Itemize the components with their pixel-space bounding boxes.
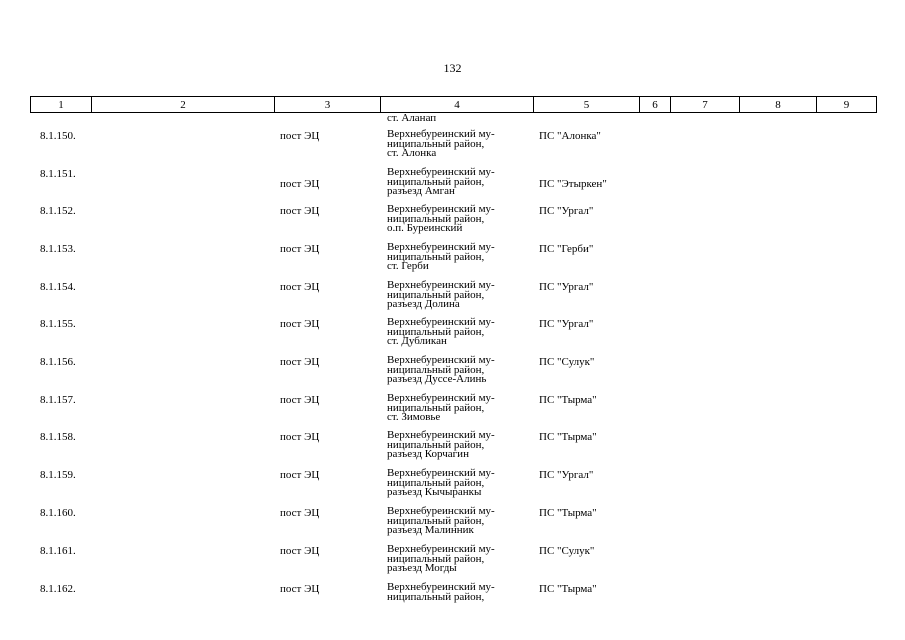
row-number: 8.1.158. [40,431,76,443]
location-line: Верхнебуреинский му- [387,203,495,215]
table-row [0,168,905,205]
location-line: Верхнебуреинский му- [387,543,495,555]
header-col-8: 8 [740,97,817,113]
row-number: 8.1.156. [40,356,76,368]
object-type: пост ЭЦ [280,583,320,595]
object-type: пост ЭЦ [280,431,320,443]
table-row [0,243,905,280]
substation: ПС "Ургал" [539,205,594,217]
substation: ПС "Герби" [539,243,594,255]
row-number: 8.1.151. [40,168,76,180]
location-line: Верхнебуреинский му- [387,392,495,404]
header-col-2: 2 [92,97,275,113]
location-line: ст. Зимовье [387,411,441,423]
location-line: о.п. Буреинский [387,222,463,234]
table-row [0,545,905,582]
object-type: пост ЭЦ [280,318,320,330]
substation: ПС "Ургал" [539,469,594,481]
header-col-4: 4 [381,97,534,113]
location [387,431,527,460]
location-line: ниципальный район, [387,288,485,301]
table-header [30,96,877,113]
location-line: ниципальный район, [387,552,485,565]
location [387,281,527,310]
location-line: ст. Дубликан [387,335,447,347]
substation: ПС "Этыркен" [539,178,607,190]
table-row [0,318,905,355]
object-type: пост ЭЦ [280,178,320,190]
location-line: ниципальный район, [387,438,485,451]
header-col-5: 5 [534,97,640,113]
table-row [0,130,905,167]
substation: ПС "Ургал" [539,318,594,330]
location-line: ст. Герби [387,260,429,272]
table-row [0,281,905,318]
object-type: пост ЭЦ [280,243,320,255]
location-line: ниципальный район, [387,137,485,150]
substation: ПС "Тырма" [539,394,597,406]
location [387,356,527,385]
location-line: ниципальный район, [387,401,485,414]
object-type: пост ЭЦ [280,205,320,217]
location [387,243,527,272]
object-type: пост ЭЦ [280,356,320,368]
row-number: 8.1.154. [40,281,76,293]
table-row [0,205,905,242]
substation: ПС "Сулук" [539,356,595,368]
location-line: ниципальный район, [387,212,485,225]
location [387,469,527,498]
object-type: пост ЭЦ [280,469,320,481]
location-line: ниципальный район, [387,325,485,338]
object-type: пост ЭЦ [280,507,320,519]
object-type: пост ЭЦ [280,394,320,406]
location-line: Верхнебуреинский му- [387,505,495,517]
header-row [31,97,877,113]
object-type: пост ЭЦ [280,130,320,142]
location-line: разъезд Дуссе-Алинь [387,373,487,385]
table-row [0,356,905,393]
substation: ПС "Сулук" [539,545,595,557]
table-row [0,583,905,620]
location [387,545,527,574]
substation: ПС "Алонка" [539,130,601,142]
header-col-7: 7 [671,97,740,113]
row-number: 8.1.160. [40,507,76,519]
location [387,583,527,602]
continuation-text: ст. Аланап [387,112,437,124]
row-number: 8.1.155. [40,318,76,330]
location-line: ниципальный район, [387,514,485,527]
header-col-6: 6 [640,97,671,113]
header-col-1: 1 [31,97,92,113]
location-line: разъезд Корчагин [387,448,469,460]
location-line: Верхнебуреинский му- [387,316,495,328]
location-line: ниципальный район, [387,363,485,376]
location-line: разъезд Могды [387,562,457,574]
table-row [0,469,905,506]
row-number: 8.1.157. [40,394,76,406]
location-line: Верхнебуреинский му- [387,354,495,366]
row-number: 8.1.152. [40,205,76,217]
location-line: ниципальный район, [387,590,485,603]
location-line: разъезд Амган [387,185,455,197]
location-line: Верхнебуреинский му- [387,128,495,140]
location-line: Верхнебуреинский му- [387,166,495,178]
row-number: 8.1.150. [40,130,76,142]
location-line: ниципальный район, [387,250,485,263]
table-row [0,507,905,544]
page-number: 132 [443,61,462,75]
row-number: 8.1.159. [40,469,76,481]
table-row [0,394,905,431]
row-number: 8.1.161. [40,545,76,557]
location [387,130,527,159]
location-line: разъезд Малинник [387,524,474,536]
location-line: Верхнебуреинский му- [387,467,495,479]
object-type: пост ЭЦ [280,545,320,557]
row-number: 8.1.162. [40,583,76,595]
location-line: Верхнебуреинский му- [387,241,495,253]
object-type: пост ЭЦ [280,281,320,293]
location [387,205,527,234]
location-line: Верхнебуреинский му- [387,279,495,291]
location [387,168,527,197]
location-line: ниципальный район, [387,175,485,188]
substation: ПС "Ургал" [539,281,594,293]
location-line: Верхнебуреинский му- [387,429,495,441]
location-line: ст. Алонка [387,147,437,159]
location-line: ниципальный район, [387,476,485,489]
location-line: разъезд Долина [387,298,460,310]
substation: ПС "Тырма" [539,507,597,519]
header-col-3: 3 [275,97,381,113]
location [387,394,527,423]
location-line: разъезд Кычыранкы [387,486,482,498]
location [387,507,527,536]
table-row [0,431,905,468]
substation: ПС "Тырма" [539,431,597,443]
location [387,318,527,347]
header-col-9: 9 [817,97,877,113]
row-number: 8.1.153. [40,243,76,255]
location-line: Верхнебуреинский му- [387,581,495,593]
substation: ПС "Тырма" [539,583,597,595]
